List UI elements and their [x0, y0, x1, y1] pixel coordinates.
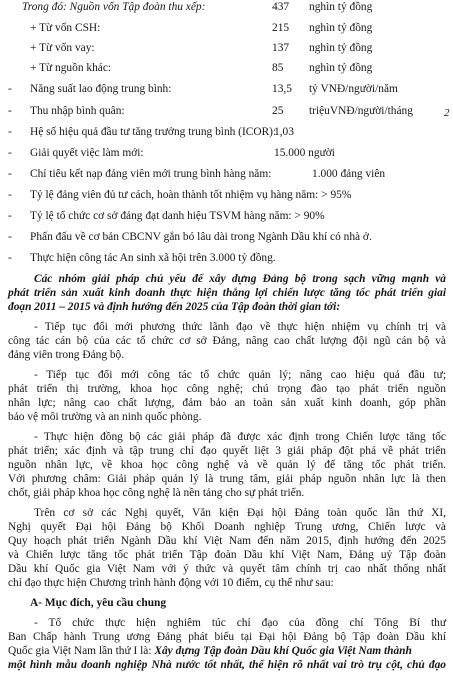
other-unit: nghìn tỷ đồng — [309, 62, 373, 74]
paragraph-line: nguồn nhân lực, về khoa học công nghệ và về quản lý để tăng tốc phát triển. — [8, 459, 446, 471]
members-label: Chỉ tiêu kết nạp đảng viên mới trung bình hàng năm: — [30, 168, 272, 180]
paragraph-line: Nghị quyết Đại hội Đảng bộ Khối Doanh nghiệp Trung ương, Chiến lược và — [8, 521, 446, 533]
paragraph-line: Trên cơ sở các Nghị quyết, Văn kiện Đại hội Đảng toàn quốc lần thứ XI, — [34, 507, 446, 519]
margin-mark: 2 — [444, 107, 450, 119]
paragraph-line: phát triển thị trường, khoa học công nghệ; chú trọng đào tạo phát triển nguồn — [8, 383, 446, 395]
members-value: 1.000 đảng viên — [312, 168, 386, 180]
other-label: + Từ nguồn khác: — [30, 62, 112, 74]
intro-line: đoạn 2011 – 2015 và định hướng đến 2025 của Tập đoàn thời gian tới: — [8, 301, 341, 313]
csh-value: 215 — [272, 22, 290, 34]
icor-value: 1,03 — [274, 126, 294, 138]
productivity-value: 13,5 — [272, 83, 292, 95]
productivity-unit: tỷ VNĐ/người/năm — [309, 83, 398, 95]
loan-unit: nghìn tỷ đồng — [309, 42, 373, 54]
loan-value: 137 — [272, 42, 290, 54]
income-label: Thu nhập bình quân: — [30, 105, 125, 117]
csh-unit: nghìn tỷ đồng — [309, 22, 373, 34]
bullet-1: Tỷ lệ đảng viên đủ tư cách, hoàn thành tốt nhiệm vụ hàng năm: > 95% — [30, 189, 352, 201]
paragraph-line: đảng viên trong Đảng bộ. — [8, 349, 125, 361]
paragraph-line: một hình mẫu doanh nghiệp Nhà nước tốt nhất, thể hiện rõ nhất vai trò trụ cột, chủ đạo — [8, 659, 446, 671]
paragraph-line: - Tiếp tục đổi mới phương thức lãnh đạo về thực hiện nhiệm vụ chính trị và — [34, 321, 446, 333]
section-heading: A- Mục đích, yêu cầu chung — [30, 597, 167, 609]
paragraph-line: Dầu khí Quốc gia Việt Nam với ý thức và quyết tâm chính trị cao nhất thống nhất — [8, 563, 446, 575]
icor-label: Hệ số hiệu quả đầu tư tăng trưởng trung bình (ICOR): — [30, 126, 277, 138]
income-unit: triệuVNĐ/người/tháng — [309, 105, 413, 117]
dash-marker: - — [8, 105, 12, 117]
jobs-value: 15.000 người — [274, 147, 335, 159]
dash-marker: - — [8, 189, 12, 201]
source-label: Trong đó: Nguồn vốn Tập đoàn thu xếp: — [22, 1, 206, 13]
other-value: 85 — [272, 62, 284, 74]
paragraph-line: - Thực hiện đồng bộ các giải pháp đã được xác định trong Chiến lược tăng tốc — [34, 431, 446, 443]
paragraph-line: chốt, giải pháp khoa học công nghệ là nền tảng cho sự phát triển. — [8, 487, 305, 499]
paragraph-line: Ban Chấp hành Trung ương Đảng phát biểu tại Đại hội Đảng bộ Tập đoàn Dầu khí — [8, 631, 446, 643]
dash-marker: - — [8, 252, 12, 264]
intro-line: Các nhóm giải pháp chủ yếu để xây dựng Đảng bộ trong sạch vững mạnh và — [34, 273, 446, 285]
paragraph-line: Quốc gia Việt Nam lần thứ I là: Xây dựng Tập đoàn Dầu khí Quốc gia Việt Nam thành — [8, 645, 412, 657]
intro-line: phát triển sản xuất kinh doanh thực hiện thắng lợi chiến lược tăng tốc phát triển giai — [8, 287, 446, 299]
paragraph-line: chỉ đạo thực hiện Chương trình hành động với 10 điểm, cụ thể như sau: — [8, 577, 334, 589]
source-unit: nghìn tỷ đồng — [309, 1, 373, 13]
dash-marker: - — [8, 147, 12, 159]
paragraph-line: - Tổ chức thực hiện nghiêm túc chỉ đạo của đồng chí Tổng Bí thư — [34, 617, 446, 629]
paragraph-line: và Chiến lược tăng tốc phát triển Tập đoàn Dầu khí Việt Nam, Đảng uỷ Tập đoàn — [8, 549, 446, 561]
dash-marker: - — [8, 231, 12, 243]
dash-marker: - — [8, 126, 12, 138]
income-value: 25 — [272, 105, 284, 117]
bullet-2: Tỷ lệ tổ chức cơ sở đảng đạt danh hiệu TSVM hàng năm: > 90% — [30, 210, 325, 222]
paragraph-line: nhân lực; nâng cao chất lượng, đảm bảo an toàn sản xuất kinh doanh, góp phần — [8, 397, 446, 409]
jobs-label: Giải quyết việc làm mới: — [30, 147, 144, 159]
dash-marker: - — [8, 168, 12, 180]
paragraph-line: Với phương châm: Giải pháp quản lý là trung tâm, giải pháp nguồn nhân lực là then — [8, 473, 446, 485]
paragraph-line: - Tiếp tục đổi mới công tác tổ chức quản lý; nâng cao hiệu quả đầu tư; — [34, 369, 446, 381]
paragraph-line: phát triển; xác định và tập trung chỉ đạo quyết liệt 3 giải pháp đột phá về phát triển — [8, 445, 446, 457]
bullet-3: Phấn đấu về cơ bản CBCNV gắn bó lâu dài trong Ngành Dầu khí có nhà ở. — [30, 231, 372, 243]
paragraph-line: Quy hoạch phát triển Ngành Dầu khí Việt Nam đến năm 2015, định hướng đến 2025 — [8, 535, 446, 547]
dash-marker: - — [8, 210, 12, 222]
dash-marker: - — [8, 83, 12, 95]
productivity-label: Năng suất lao động trung bình: — [30, 83, 172, 95]
source-value: 437 — [272, 1, 290, 13]
bullet-4: Thực hiện công tác An sinh xã hội trên 3.000 tỷ đồng. — [30, 252, 276, 264]
loan-label: + Từ vốn vay: — [30, 42, 95, 54]
paragraph-line: bảo vệ môi trường và an ninh quốc phòng. — [8, 411, 202, 423]
csh-label: + Từ vốn CSH: — [30, 22, 101, 34]
paragraph-line: công tác cán bộ của các tổ chức cơ sở Đảng, nâng cao chất lượng đội ngũ cán bộ và — [8, 335, 446, 347]
